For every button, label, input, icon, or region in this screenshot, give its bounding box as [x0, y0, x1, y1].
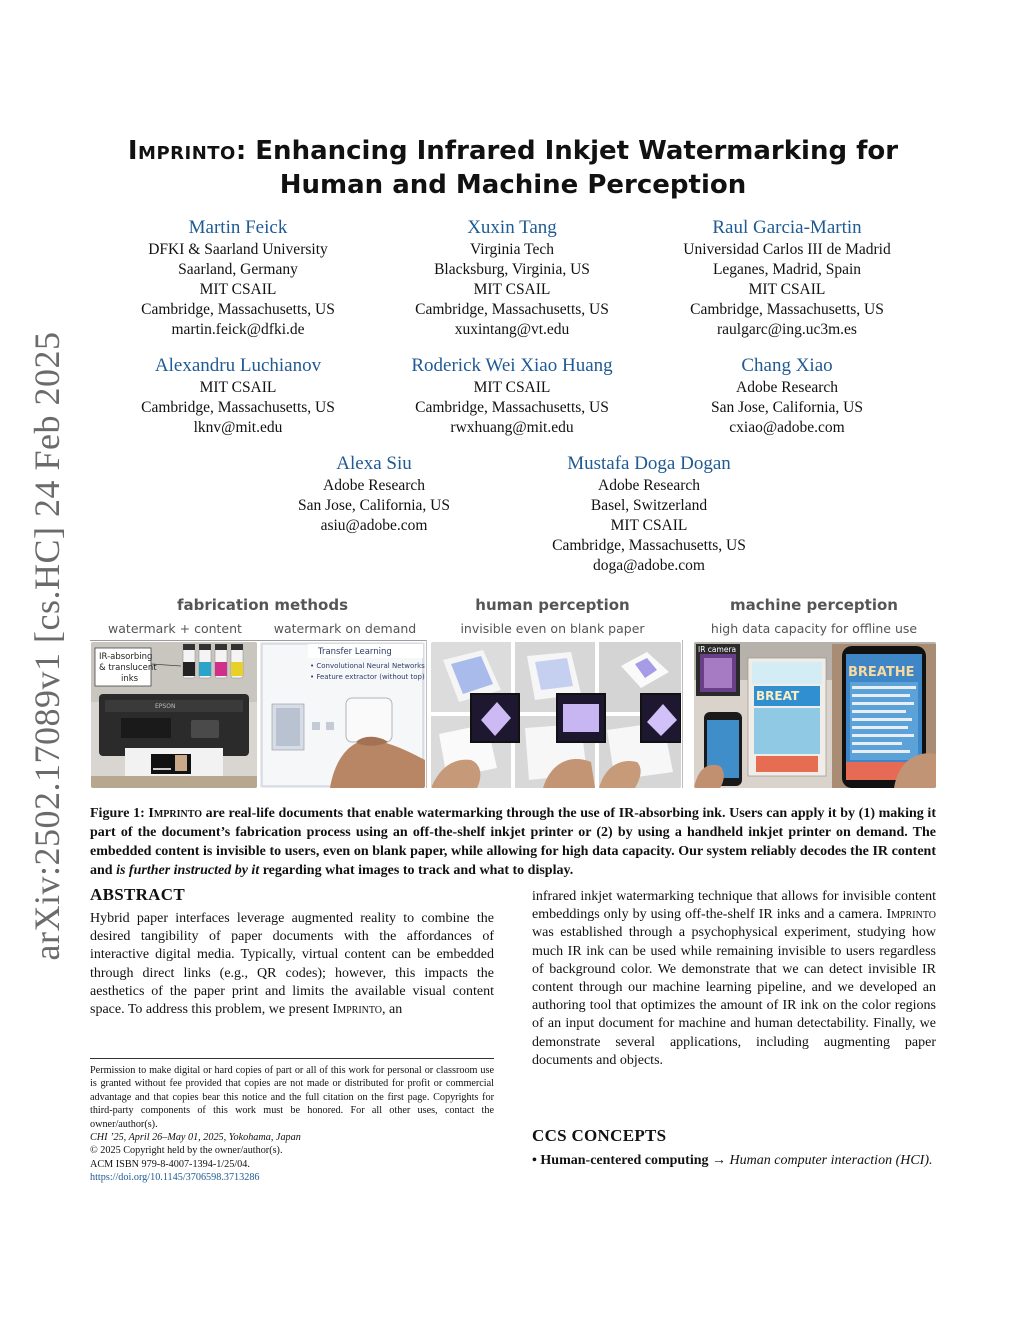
fig-rule — [90, 640, 426, 641]
author-block — [637, 354, 937, 438]
author-location: Blacksburg, Virginia, US — [434, 261, 590, 278]
author-affiliation: MIT CSAIL — [473, 379, 551, 396]
author-email: martin.feick@dfki.de — [171, 321, 305, 338]
printer-brand: EPSON — [155, 703, 176, 710]
fig-divider — [426, 640, 427, 788]
ink-label-line1: IR-absorbing — [99, 652, 153, 662]
author-block — [499, 452, 799, 576]
caption-label: Figure 1: — [90, 806, 149, 821]
abstract-right — [532, 888, 936, 1070]
human-perception-photos — [431, 642, 681, 788]
author-affiliation: MIT CSAIL — [610, 517, 688, 534]
perception-illustration — [431, 642, 681, 788]
author-affiliation: MIT CSAIL — [199, 281, 277, 298]
author-location: San Jose, California, US — [298, 497, 450, 514]
ccs-italic: Human computer interaction (HCI). — [729, 1153, 933, 1168]
arxiv-stamp — [0, 0, 67, 1325]
author-name[interactable]: Alexa Siu — [336, 453, 412, 474]
abstract-text: Hybrid paper interfaces leverage augmented reality to combine the desired tangibility of paper documents with the affordances of interactive digital media. Typically, virtual content can be embedded through direct links (e.g., QR codes); however, this impacts the aesthetics of the paper print and limits the available visual content space. To address this problem, we present — [90, 911, 494, 1018]
author-block — [88, 216, 388, 340]
printer-photo — [91, 642, 257, 788]
slide-title: Transfer Learning — [318, 647, 392, 657]
slide-bullet-2: • Feature extractor (without top) — [310, 673, 425, 681]
author-location: Cambridge, Massachusetts, US — [415, 399, 609, 416]
author-affiliation: Adobe Research — [323, 477, 425, 494]
author-name[interactable]: Raul Garcia-Martin — [712, 217, 862, 238]
author-name[interactable]: Alexandru Luchianov — [154, 355, 322, 376]
system-name: Imprinto — [127, 136, 236, 166]
caption-emphasis: is further instructed by it — [116, 863, 260, 878]
author-location: Cambridge, Massachusetts, US — [552, 537, 746, 554]
ccs-concepts — [532, 1152, 936, 1170]
author-affiliation: Adobe Research — [598, 477, 700, 494]
abstract-system-name: Imprinto — [332, 1002, 383, 1018]
footnote-rule — [90, 1058, 494, 1059]
fig-heading-human: human perception — [475, 596, 630, 614]
title-line-1: : Enhancing Infrared Inkjet Watermarking for — [235, 136, 899, 166]
venue: CHI ’25, April 26–May 01, 2025, Yokohama, Japan — [90, 1132, 301, 1144]
printer-illustration — [91, 642, 257, 788]
author-email: asiu@adobe.com — [320, 517, 428, 534]
author-block — [637, 216, 937, 340]
fig-heading-machine: machine perception — [730, 596, 898, 614]
doi-link[interactable]: https://doi.org/10.1145/3706598.3713286 — [90, 1172, 260, 1184]
ccs-heading: CCS CONCEPTS — [532, 1126, 667, 1145]
caption-system-name: Imprinto — [148, 806, 202, 821]
author-name[interactable]: Martin Feick — [188, 217, 288, 238]
author-block — [88, 354, 388, 438]
author-affiliation: MIT CSAIL — [199, 379, 277, 396]
fig-sub-capacity: high data capacity for offline use — [710, 621, 918, 636]
ink-label-line3: inks — [121, 674, 139, 684]
machine-perception-photo — [694, 642, 936, 788]
handheld-printer-photo — [260, 642, 425, 788]
author-block — [362, 216, 662, 340]
author-location: Cambridge, Massachusetts, US — [690, 301, 884, 318]
author-name[interactable]: Xuxin Tang — [467, 217, 557, 238]
author-block — [362, 354, 662, 438]
abstract-left — [90, 910, 494, 1019]
fig-sub-watermark-demand: watermark on demand — [273, 621, 417, 636]
author-email: doga@adobe.com — [593, 557, 705, 574]
slide-bullet-1: • Convolutional Neural Networks — [310, 662, 425, 670]
ir-camera-label: IR camera — [698, 645, 737, 654]
author-affiliation: DFKI & Saarland University — [148, 241, 328, 258]
permission-notice: Permission to make digital or hard copies of part or all of this work for personal or classroom use is granted without fee provided that copies are not made or distributed for profit or commercial advantage and that copies bear this notice and the full citation on the first page. Copyrights for third-party components of this work must be honored. For all other uses, contact the owner/author(s). — [90, 1065, 494, 1130]
ccs-arrow: → — [708, 1153, 730, 1168]
teaser-figure — [90, 596, 936, 788]
author-email: xuxintang@vt.edu — [454, 321, 570, 338]
author-affiliation: MIT CSAIL — [473, 281, 551, 298]
author-location: Leganes, Madrid, Spain — [712, 261, 862, 278]
machine-illustration — [694, 642, 936, 788]
author-affiliation: Universidad Carlos III de Madrid — [683, 241, 891, 258]
fig-heading-fabrication: fabrication methods — [176, 596, 349, 614]
author-affiliation: Virginia Tech — [470, 241, 554, 258]
handheld-illustration — [260, 642, 425, 788]
author-affiliation: Adobe Research — [736, 379, 838, 396]
ink-label-line2: & translucent — [99, 663, 157, 673]
isbn: ACM ISBN 979-8-4007-1394-1/25/04. — [90, 1158, 250, 1170]
fig-sub-watermark-content: watermark + content — [108, 621, 242, 636]
ccs-bold: • Human-centered computing — [532, 1153, 709, 1168]
figure-caption — [90, 804, 936, 880]
caption-text: are real-life documents that enable watermarking through the use of IR-absorbing ink. Users can apply it by (1) making it part of the document’s fabrication process using an off-the-shelf inkjet printer or (2) by using a handheld inkjet printer on demand. The embedded content is invisible to users, even on blank paper, while allowing for high data capacity. Our system reliably decodes the IR content and — [90, 806, 936, 878]
author-email: lknv@mit.edu — [193, 419, 283, 436]
abstract-continued-2: was established through a psychophysical experiment, studying how much IR ink can be used while remaining invisible to users regardless of background color. We demonstrate that we can detect invisible IR content through our machine learning pipeline, and we developed an authoring tool that optimizes the amount of IR ink on the color regions of an input document for machine and human detectability. Finally, we demonstrate several applications, including augmenting paper documents and objects. — [532, 925, 936, 1068]
author-name[interactable]: Chang Xiao — [741, 355, 833, 376]
author-location: San Jose, California, US — [711, 399, 863, 416]
author-location: Cambridge, Massachusetts, US — [415, 301, 609, 318]
author-email: raulgarc@ing.uc3m.es — [717, 321, 857, 338]
abstract-text-tail: , an — [382, 1002, 403, 1018]
author-location: Cambridge, Massachusetts, US — [141, 301, 335, 318]
copyright: © 2025 Copyright held by the owner/author(s). — [90, 1145, 283, 1157]
paper-title — [90, 134, 936, 202]
author-name[interactable]: Mustafa Doga Dogan — [567, 453, 731, 474]
author-location: Cambridge, Massachusetts, US — [141, 399, 335, 416]
svg-text:BREAT: BREAT — [756, 689, 800, 703]
abstract-heading: ABSTRACT — [90, 885, 185, 904]
poster-word: BREATHE — [848, 665, 915, 680]
author-name[interactable]: Roderick Wei Xiao Huang — [411, 355, 613, 376]
abstract-continued: infrared inkjet watermarking technique that allows for invisible content embeddings only by using off-the-shelf IR inks and a camera. — [532, 889, 936, 923]
author-affiliation: MIT CSAIL — [748, 281, 826, 298]
arxiv-id: arXiv:2502.17089v1 [cs.HC] 24 Feb 2025 — [27, 331, 67, 961]
caption-text-end: regarding what images to track and what to display. — [259, 863, 574, 878]
author-location: Saarland, Germany — [178, 261, 298, 278]
title-line-2: Human and Machine Perception — [279, 170, 747, 200]
author-location: Basel, Switzerland — [590, 497, 708, 514]
abstract-system-name: Imprinto — [886, 907, 936, 923]
author-block — [224, 452, 524, 536]
fig-sub-invisible: invisible even on blank paper — [460, 621, 645, 636]
author-email: rwxhuang@mit.edu — [450, 419, 574, 436]
author-email: cxiao@adobe.com — [729, 419, 845, 436]
footnote — [90, 1064, 494, 1185]
fig-divider — [682, 640, 683, 788]
